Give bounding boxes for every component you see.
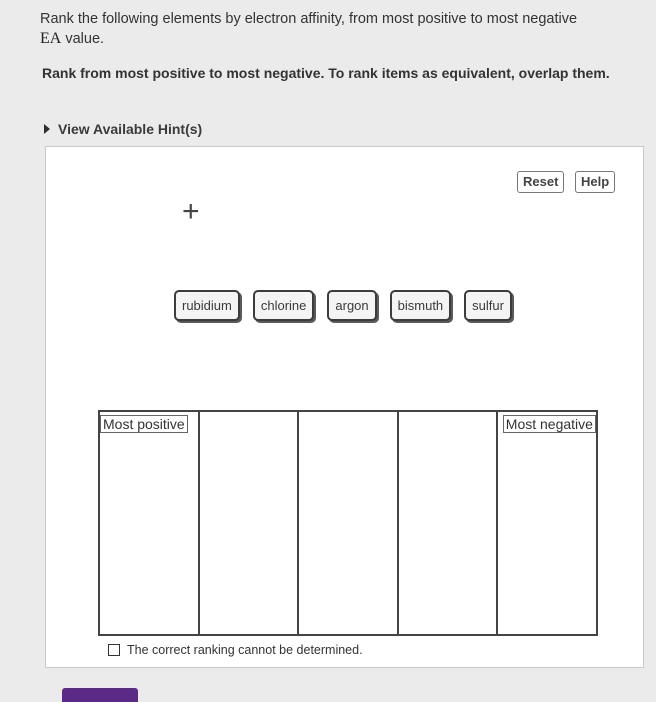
most-negative-label: Most negative [503,415,596,433]
view-hints-label: View Available Hint(s) [58,121,203,137]
expand-triangle-icon [44,124,50,134]
question-text [40,10,620,49]
ranking-panel [45,146,644,668]
help-button[interactable]: Help [575,171,615,193]
ranking-bin-4[interactable] [399,412,499,634]
reset-button[interactable]: Reset [517,171,564,193]
question-prompt: Rank the following elements by electron affinity, from most positive to most negative [40,11,578,27]
ranking-instructions: Rank from most positive to most negative. To rank items as equivalent, overlap them. [42,65,610,81]
ranking-bin-3[interactable] [299,412,399,634]
plus-icon: + [182,195,200,228]
cannot-determine-option[interactable] [108,643,363,657]
ranking-bin-2[interactable] [200,412,300,634]
most-positive-label: Most positive [100,415,188,433]
question-suffix: value. [61,31,105,47]
cannot-determine-label: The correct ranking cannot be determined. [127,643,363,657]
cannot-determine-checkbox[interactable] [108,644,120,656]
view-hints-toggle[interactable] [44,121,202,137]
item-bismuth[interactable]: bismuth [390,290,452,321]
draggable-items [174,290,512,321]
item-chlorine[interactable]: chlorine [253,290,315,321]
item-rubidium[interactable]: rubidium [174,290,240,321]
ranking-bin-1[interactable] [100,412,200,634]
item-sulfur[interactable]: sulfur [464,290,512,321]
ranking-bins [98,410,598,636]
item-argon[interactable]: argon [327,290,376,321]
ea-symbol: EA [40,30,62,47]
ranking-bin-5[interactable] [498,412,596,634]
